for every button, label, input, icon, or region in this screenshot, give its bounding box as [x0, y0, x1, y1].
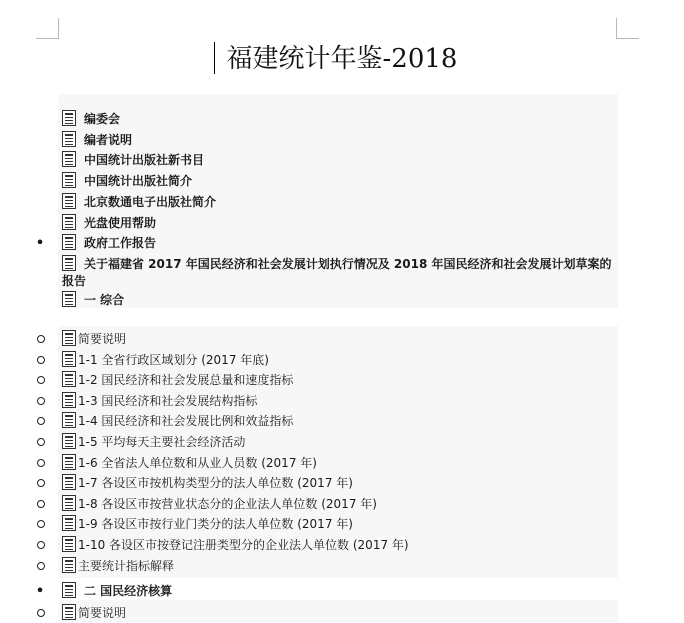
toc-item[interactable]: [0, 603, 684, 623]
bullet-hollow: [37, 438, 45, 446]
document-icon: [62, 433, 76, 449]
document-icon: [62, 255, 76, 271]
document-icon: [62, 330, 76, 346]
toc-item[interactable]: [0, 192, 684, 212]
document-icon: [62, 131, 76, 147]
toc-item[interactable]: [0, 556, 684, 576]
toc-item-label: 简要说明: [78, 332, 127, 346]
toc-item-label: 中国统计出版社新书目: [84, 153, 205, 168]
document-icon: [62, 234, 76, 250]
toc-item-label: 1-5 平均每天主要社会经济活动: [78, 435, 246, 449]
bullet-hollow: [37, 376, 45, 384]
page-corner-top-left: [36, 18, 59, 39]
section-heading-1[interactable]: [0, 290, 684, 310]
document-icon: [62, 582, 76, 598]
toc-item-report[interactable]: [0, 254, 684, 274]
text-cursor: [214, 42, 215, 74]
document-icon: [62, 172, 76, 188]
toc-item[interactable]: [0, 535, 684, 555]
document-icon: [62, 495, 76, 511]
toc-item-label: 政府工作报告: [84, 236, 157, 251]
toc-item-label: 光盘使用帮助: [84, 215, 157, 230]
document-title: 福建统计年鉴-2018: [226, 44, 458, 74]
document-icon: [62, 392, 76, 408]
toc-item[interactable]: [0, 514, 684, 534]
toc-item-label: 1-8 各设区市按营业状态分的企业法人单位数 (2017 年): [78, 496, 377, 511]
toc-item-label: 中国统计出版社简介: [84, 174, 193, 189]
toc-item-report-continuation: 报告: [62, 274, 87, 288]
bullet-hollow: [37, 479, 45, 487]
toc-item[interactable]: [0, 473, 684, 493]
document-icon: [62, 214, 76, 230]
toc-item[interactable]: [0, 432, 684, 452]
document-icon: [62, 151, 76, 167]
document-icon: [62, 515, 76, 531]
bullet-filled: [32, 581, 48, 602]
bullet-hollow: [37, 459, 45, 467]
document-icon: [62, 351, 76, 367]
bullet-hollow: [37, 500, 45, 508]
bullet-hollow: [37, 335, 45, 343]
toc-item[interactable]: [0, 370, 684, 390]
toc-item-label: 关于福建省 2017 年国民经济和社会发展计划执行情况及 2018 年国民经济和社会发展计划草案的: [84, 257, 612, 271]
toc-item[interactable]: [0, 130, 684, 150]
toc-item-label: 1-10 各设区市按登记注册类型分的企业法人单位数 (2017 年): [78, 538, 409, 552]
toc-item[interactable]: [0, 150, 684, 170]
toc-item-label: 1-7 各设区市按机构类型分的法人单位数 (2017 年): [78, 476, 353, 491]
toc-item-label: 1-2 国民经济和社会发展总量和速度指标: [78, 373, 294, 388]
document-icon: [62, 412, 76, 428]
bullet-hollow: [37, 356, 45, 364]
document-icon: [62, 536, 76, 552]
toc-item[interactable]: [0, 411, 684, 431]
toc-item-label: 北京数通电子出版社简介: [84, 194, 217, 209]
bullet-hollow: [37, 541, 45, 549]
toc-item[interactable]: [0, 494, 684, 514]
toc-item-label: 1-1 全省行政区域划分 (2017 年底): [78, 352, 269, 367]
page-corner-top-right: [616, 18, 639, 39]
document-icon: [62, 474, 76, 490]
toc-item-label: 编委会: [84, 112, 121, 126]
toc-item-label: 编者说明: [84, 132, 133, 147]
toc-item[interactable]: [0, 109, 684, 129]
bullet-hollow: [37, 397, 45, 405]
toc-item-label: 1-4 国民经济和社会发展比例和效益指标: [78, 414, 294, 429]
toc-item[interactable]: [0, 329, 684, 349]
document-icon: [62, 371, 76, 387]
section-heading-label: 一 综合: [84, 293, 125, 307]
toc-item[interactable]: [0, 171, 684, 191]
section-heading-label: 二 国民经济核算: [84, 584, 173, 598]
bullet-hollow: [37, 520, 45, 528]
toc-item[interactable]: [0, 213, 684, 233]
toc-item[interactable]: [0, 453, 684, 473]
toc-item-label: 简要说明: [78, 606, 127, 620]
toc-item[interactable]: [0, 350, 684, 370]
toc-item-label: 1-3 国民经济和社会发展结构指标: [78, 393, 258, 408]
toc-item-label: 1-9 各设区市按行业门类分的法人单位数 (2017 年): [78, 517, 353, 532]
toc-item[interactable]: [0, 391, 684, 411]
bullet-hollow: [37, 562, 45, 570]
bullet-filled: [32, 233, 48, 254]
bullet-hollow: [37, 609, 45, 617]
document-icon: [62, 557, 76, 573]
section-heading-2[interactable]: [0, 581, 684, 601]
toc-item-label: 主要统计指标解释: [78, 558, 175, 573]
document-icon: [62, 291, 76, 307]
document-icon: [62, 604, 76, 620]
document-icon: [62, 454, 76, 470]
document-icon: [62, 110, 76, 126]
toc-item-label: 1-6 全省法人单位数和从业人员数 (2017 年): [78, 455, 317, 470]
toc-item[interactable]: [0, 233, 684, 253]
document-icon: [62, 193, 76, 209]
bullet-hollow: [37, 417, 45, 425]
